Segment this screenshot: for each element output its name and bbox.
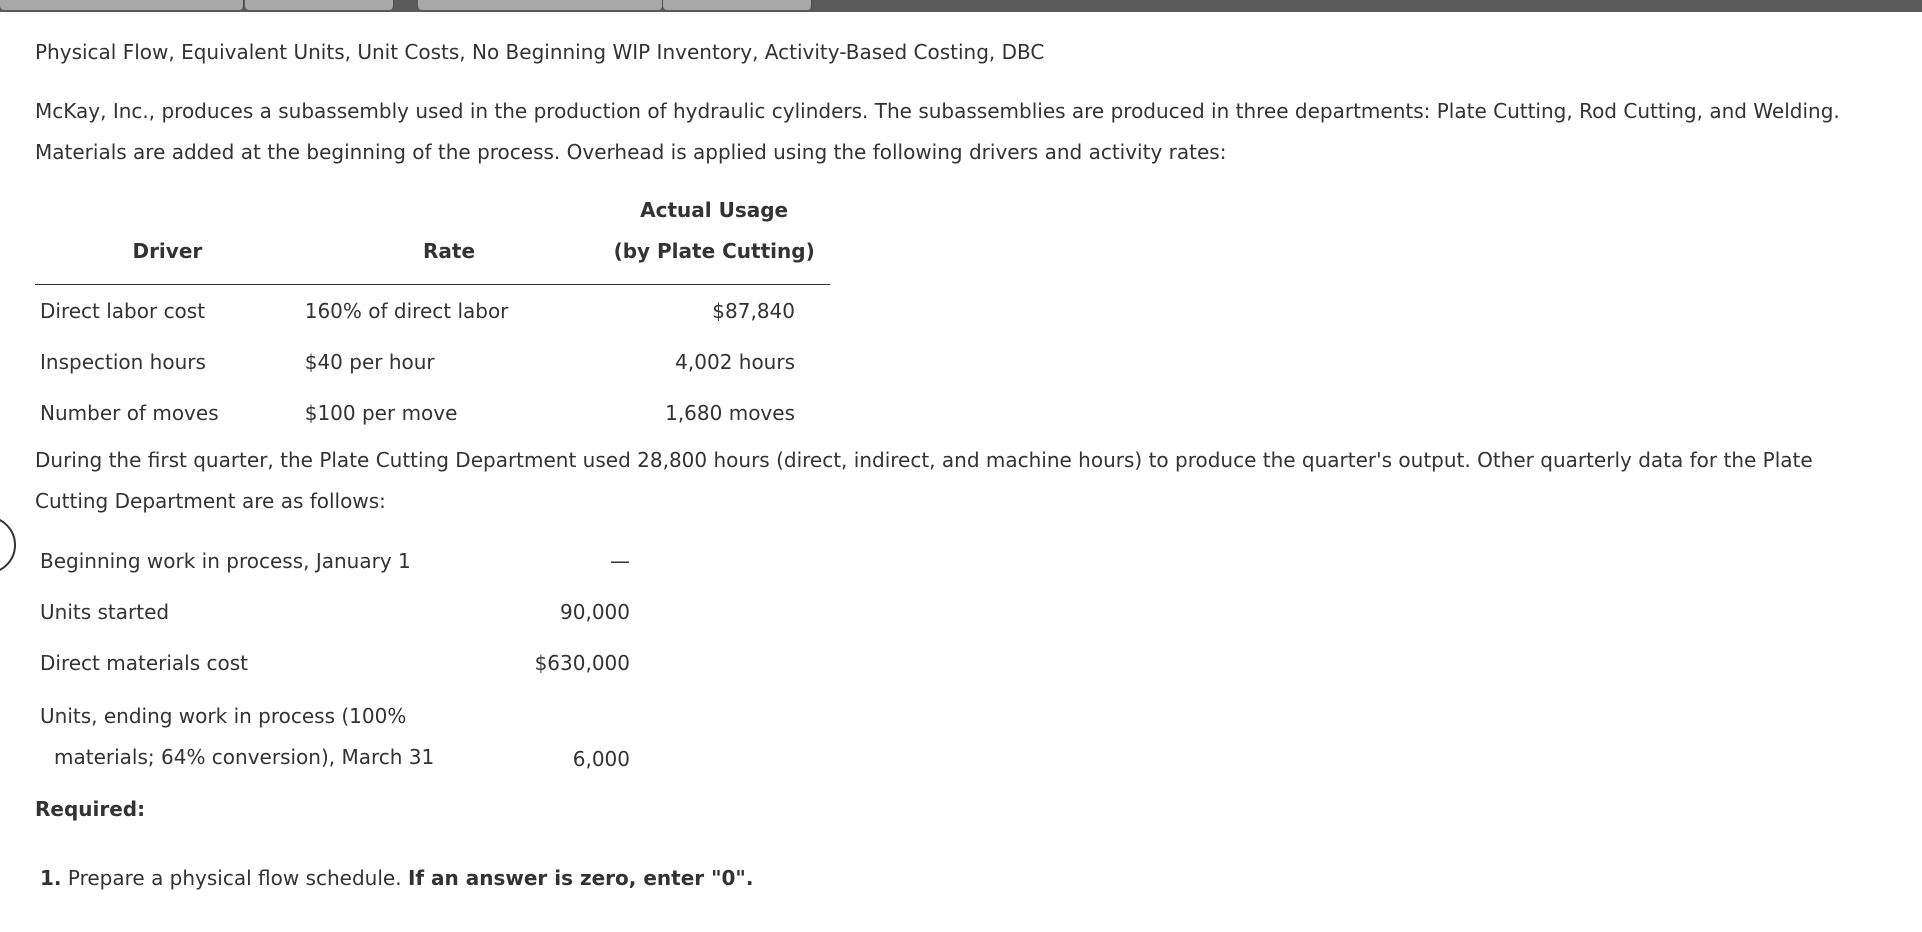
top-tab-4[interactable] bbox=[663, 0, 812, 10]
header-usage-line-2: (by Plate Cutting) bbox=[613, 239, 815, 263]
usage-cell: $87,840 bbox=[712, 298, 795, 323]
wip-label: Direct materials cost bbox=[40, 650, 248, 675]
table-row bbox=[35, 688, 635, 785]
question-1 bbox=[40, 864, 753, 892]
quarter-line-2: Cutting Department are as follows: bbox=[35, 489, 386, 513]
table-row bbox=[35, 535, 635, 586]
quarter-paragraph bbox=[35, 440, 1915, 522]
table-row bbox=[35, 336, 830, 387]
browser-top-bar bbox=[0, 0, 1922, 12]
driver-cell: Number of moves bbox=[40, 400, 219, 425]
header-usage-line-1: Actual Usage bbox=[640, 198, 789, 222]
table-row bbox=[35, 586, 635, 637]
wip-label-line-2 bbox=[40, 737, 502, 778]
wip-value: $630,000 bbox=[534, 650, 630, 675]
header-rate: Rate bbox=[300, 190, 599, 285]
quarter-line-1: During the first quarter, the Plate Cutting Department used 28,800 hours (direct, indirect, and machine hours) to produce the quarter's output. Other quarterly data for the Plate bbox=[35, 448, 1813, 472]
intro-line-2: Materials are added at the beginning of the process. Overhead is applied using the following drivers and activity rates: bbox=[35, 140, 1227, 164]
wip-label: Beginning work in process, January 1 bbox=[40, 548, 411, 573]
wip-label: Units started bbox=[40, 599, 170, 624]
required-heading: Required: bbox=[35, 797, 146, 821]
side-scroll-handle[interactable] bbox=[0, 516, 16, 574]
header-actual-usage bbox=[598, 190, 830, 285]
wip-data-table bbox=[35, 535, 635, 785]
wip-value: 6,000 bbox=[572, 747, 630, 771]
intro-paragraph bbox=[35, 91, 1915, 173]
table-row bbox=[35, 637, 635, 688]
problem-title: Physical Flow, Equivalent Units, Unit Costs, No Beginning WIP Inventory, Activity-Based Costing, DBC bbox=[35, 40, 1045, 64]
question-emphasis: If an answer is zero, enter "0". bbox=[407, 866, 754, 890]
rate-cell: $100 per move bbox=[304, 400, 458, 425]
table-row bbox=[35, 387, 830, 438]
usage-cell: 1,680 moves bbox=[665, 400, 795, 425]
top-tab-1[interactable] bbox=[0, 0, 244, 10]
top-tab-3[interactable] bbox=[418, 0, 663, 10]
top-tab-2[interactable] bbox=[245, 0, 394, 10]
wip-label-multiline bbox=[35, 688, 507, 785]
usage-cell: 4,002 hours bbox=[675, 349, 795, 374]
table-row bbox=[35, 285, 830, 337]
header-driver: Driver bbox=[35, 190, 300, 285]
driver-cell: Inspection hours bbox=[40, 349, 206, 374]
driver-table bbox=[35, 190, 830, 438]
wip-label-line-2-text: materials; 64% conversion), March 31 bbox=[54, 744, 435, 769]
question-text: Prepare a physical flow schedule. bbox=[67, 866, 402, 890]
intro-line-1: McKay, Inc., produces a subassembly used in the production of hydraulic cylinders. The subassemblies are produced in three departments: Plate Cutting, Rod Cutting, and Welding. bbox=[35, 99, 1840, 123]
rate-cell: $40 per hour bbox=[304, 349, 435, 374]
question-number: 1. bbox=[40, 866, 62, 890]
driver-table-header-row bbox=[35, 190, 830, 285]
wip-label-line-1: Units, ending work in process (100% bbox=[40, 703, 407, 728]
wip-value: — bbox=[610, 548, 630, 573]
driver-cell: Direct labor cost bbox=[40, 298, 206, 323]
wip-value: 90,000 bbox=[560, 599, 630, 624]
rate-cell: 160% of direct labor bbox=[304, 298, 509, 323]
